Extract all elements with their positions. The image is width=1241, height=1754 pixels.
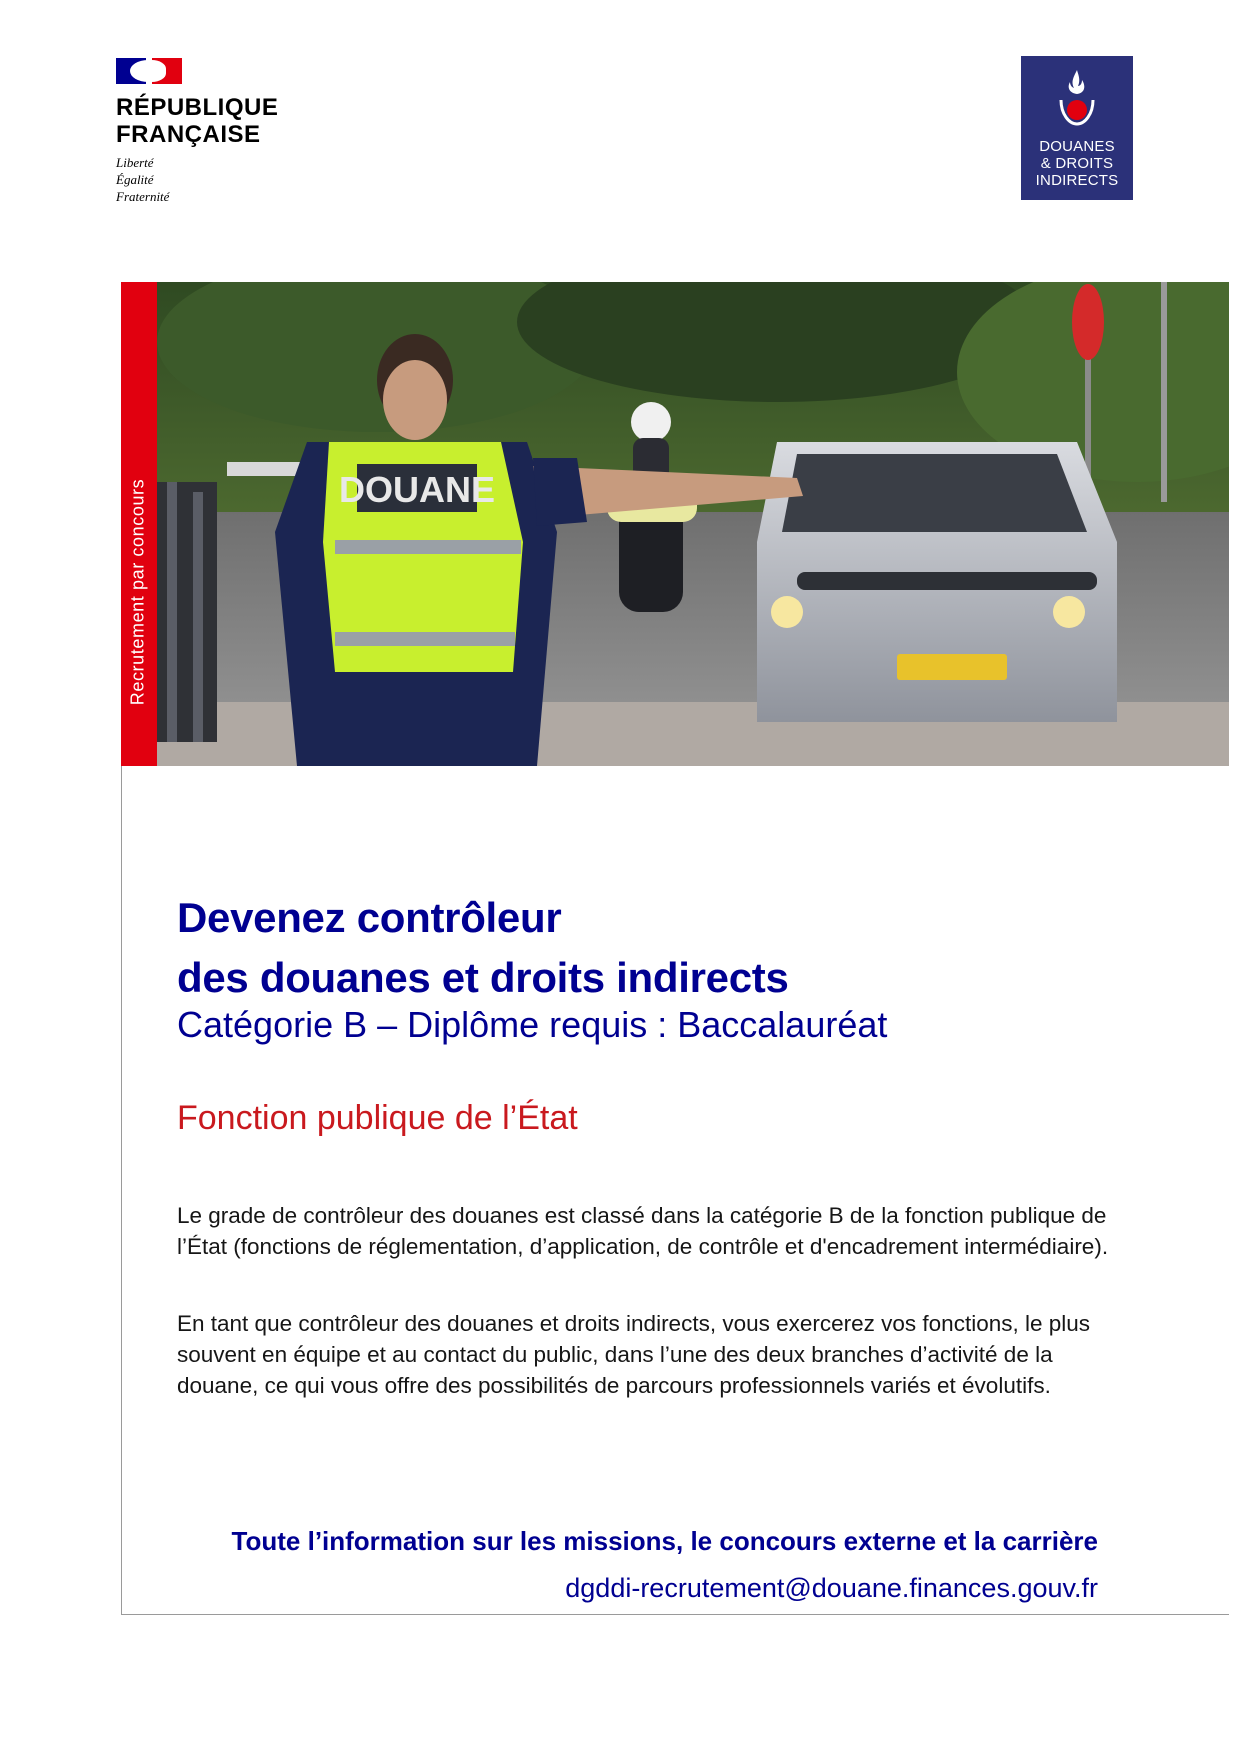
- rf-name: [116, 94, 278, 148]
- section-heading: Fonction publique de l’État: [177, 1099, 578, 1137]
- info-callout: Toute l’information sur les missions, le concours externe et la carrière: [231, 1526, 1098, 1556]
- motto-egalite: Égalité: [116, 172, 154, 187]
- dgddi-line1: DOUANES: [1039, 138, 1115, 155]
- paragraph-missions: En tant que contrôleur des douanes et droits indirects, vous exercerez vos fonctions, le plus souvent en équipe et au contact du public, dans l’une des deux branches d’activité de la douane, ce qui vous offre des possibilités de parcours professionnels variés et évolutifs.: [177, 1311, 1091, 1398]
- rf-motto: [116, 154, 169, 205]
- recruitment-band-label: Recrutement par concours: [127, 478, 148, 706]
- hero-photo: [157, 282, 1229, 766]
- motto-fraternite: Fraternité: [116, 189, 170, 204]
- page-title: [177, 888, 789, 1008]
- republique-francaise-logo: [116, 58, 316, 208]
- customs-officer-illustration: [157, 282, 1229, 766]
- subtitle: Catégorie B – Diplôme requis : Baccalauréat: [177, 1004, 888, 1045]
- rf-name-line1: RÉPUBLIQUE: [116, 94, 279, 121]
- frame-bottom-border: [121, 1614, 1229, 1615]
- vest-label: DOUANE: [338, 469, 496, 510]
- dgddi-line2: & DROITS: [1040, 155, 1114, 172]
- paragraph-grade: Le grade de contrôleur des douanes est classé dans la catégorie B de la fonction publique de l’État (fonctions de réglementation, d’application, de contrôle et d'encadrement intermédiaire).: [177, 1203, 1109, 1259]
- douanes-logo: [1021, 56, 1133, 200]
- douanes-emblem-icon: [1047, 66, 1107, 132]
- rf-name-line2: FRANÇAISE: [116, 121, 261, 148]
- motto-liberte: Liberté: [116, 155, 154, 170]
- contact-email-link[interactable]: dgddi-recrutement@douane.finances.gouv.fr: [565, 1573, 1098, 1603]
- douanes-logo-text: [1021, 138, 1133, 189]
- marianne-flag-icon: [116, 58, 182, 84]
- title-line1: Devenez contrôleur: [177, 894, 562, 941]
- dgddi-line3: INDIRECTS: [1035, 172, 1119, 189]
- title-line2: des douanes et droits indirects: [177, 954, 789, 1001]
